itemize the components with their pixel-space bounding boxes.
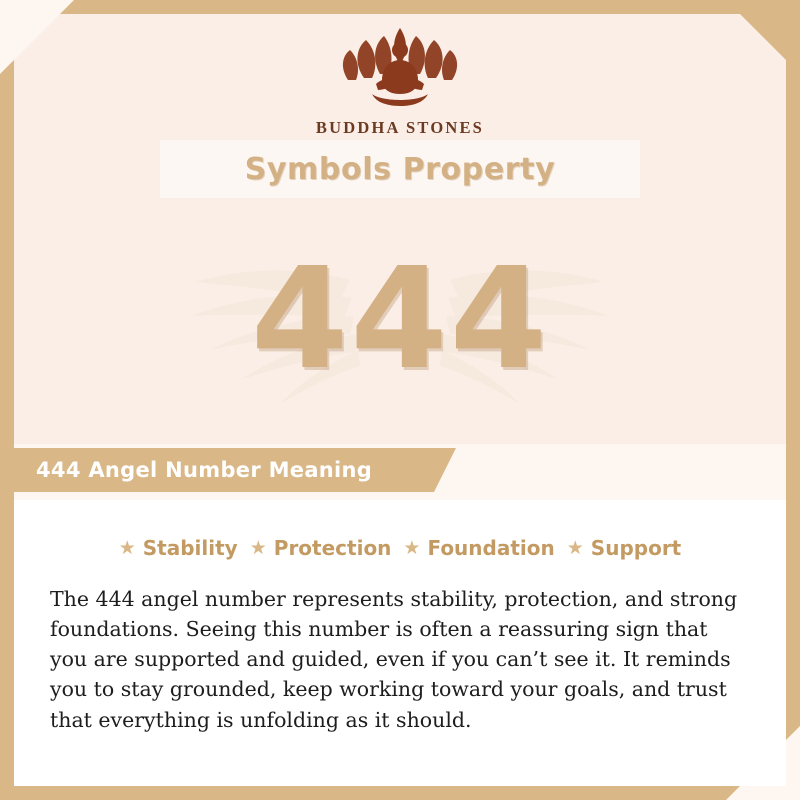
star-icon: ★ <box>403 536 421 559</box>
brand-name: BUDDHA STONES <box>315 118 485 137</box>
section-ribbon-label: 444 Angel Number Meaning <box>36 458 373 482</box>
star-icon: ★ <box>118 536 136 559</box>
keyword-label: Foundation <box>427 536 555 560</box>
keyword-item <box>250 536 392 560</box>
angel-number: 444 <box>250 238 550 401</box>
keyword-item <box>567 536 682 560</box>
keyword-list <box>50 536 750 560</box>
body-paragraph: The 444 angel number represents stability, protection, and strong foundations. Seeing this number is often a reassuring sign that you are supported and guided, even if you can’t see it. It reminds you to stay grounded, keep working toward your goals, and trust that everything is unfolding as it should. <box>50 587 738 732</box>
keyword-label: Protection <box>273 536 392 560</box>
section-ribbon-tail <box>434 448 456 492</box>
keyword-label: Stability <box>142 536 238 560</box>
brand-logo <box>0 18 800 138</box>
star-icon: ★ <box>566 536 584 559</box>
section-ribbon <box>14 448 434 492</box>
lotus-meditation-figure-icon <box>320 18 480 114</box>
keyword-label: Support <box>590 536 682 560</box>
keyword-item <box>119 536 238 560</box>
star-icon: ★ <box>249 536 267 559</box>
body-panel <box>14 500 786 786</box>
keyword-item <box>403 536 554 560</box>
hero-section <box>0 220 800 420</box>
page-title: Symbols Property <box>244 151 556 187</box>
title-band <box>160 140 640 198</box>
